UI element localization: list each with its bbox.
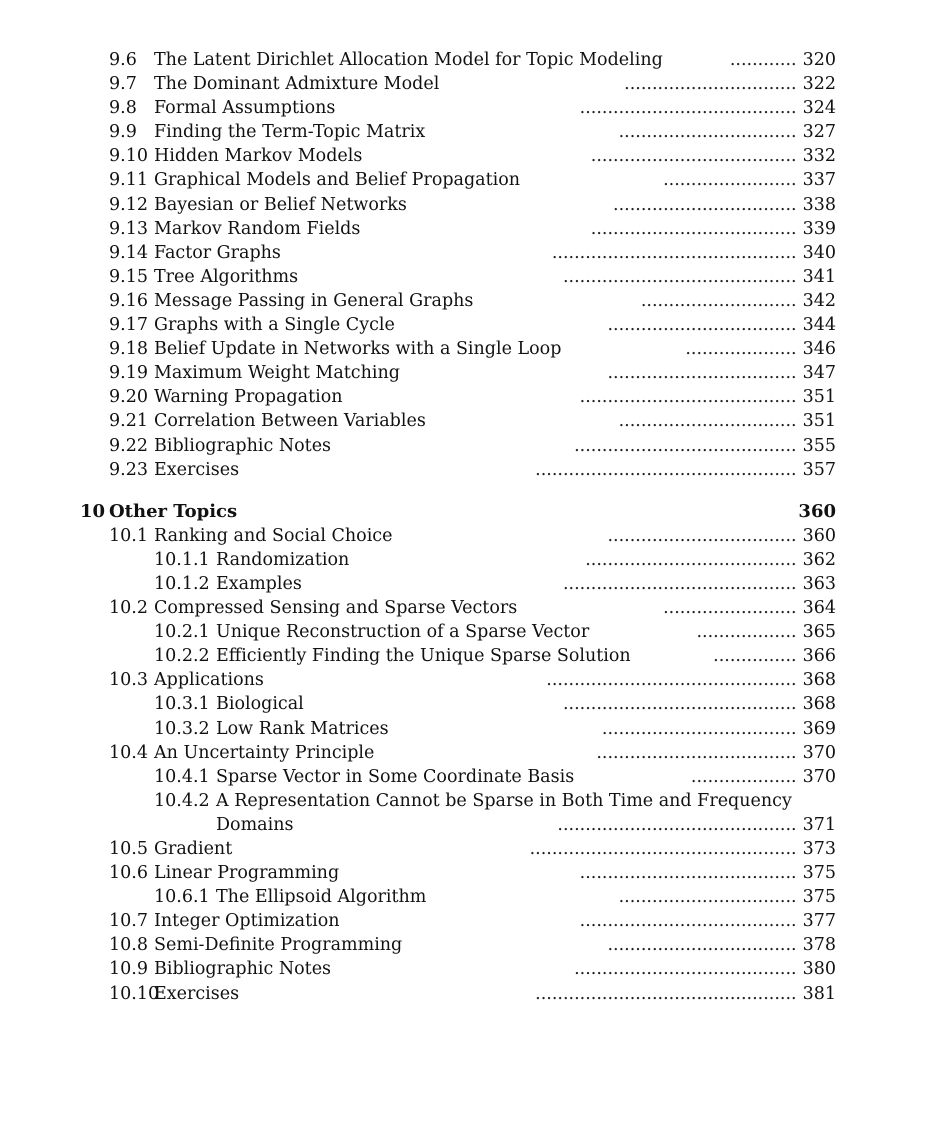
toc-entry-title: Low Rank Matrices (216, 718, 389, 739)
toc-entry-number: 10.7 (109, 911, 148, 932)
toc-entry-number: 9.16 (109, 290, 148, 311)
toc-entry-title: Integer Optimization (154, 911, 340, 932)
toc-entry[interactable] (0, 933, 946, 957)
toc-entry-number: 9.18 (109, 339, 148, 360)
toc-entry-number: 10.2.2 (154, 646, 210, 667)
toc-entry-page: 378 (802, 935, 836, 956)
toc-entry[interactable] (0, 241, 946, 265)
dot-leader: ............................ (640, 290, 797, 311)
dot-leader: ................................ (618, 122, 797, 143)
toc-entry[interactable] (0, 313, 946, 337)
toc-entry[interactable] (0, 72, 946, 96)
toc-entry-title: Biological (216, 694, 304, 715)
toc-entry[interactable] (0, 572, 946, 596)
dot-leader: ............... (713, 646, 797, 667)
toc-entry-number: 10.4.2 (154, 790, 210, 811)
dot-leader: ............ (729, 50, 797, 70)
toc-entry-title: Other Topics (109, 500, 238, 522)
toc-entry-title: Factor Graphs (154, 242, 281, 263)
toc-entry-number: 10.2 (109, 598, 148, 619)
dot-leader: ....................................... (579, 387, 797, 408)
dot-leader: .......................................... (562, 694, 797, 715)
toc-entry-title: Compressed Sensing and Sparse Vectors (154, 598, 518, 619)
dot-leader: ............................................... (535, 459, 797, 480)
toc-entry-number: 10.3.2 (154, 718, 210, 739)
toc-entry-number: 10.10 (109, 983, 160, 1004)
toc-entry[interactable] (0, 265, 946, 289)
toc-entry-title: Exercises (154, 459, 240, 480)
dot-leader: .......................................... (562, 573, 797, 594)
toc-entry[interactable] (0, 289, 946, 313)
toc-entry[interactable] (0, 837, 946, 861)
toc-entry-title: Hidden Markov Models (154, 146, 363, 167)
dot-leader: ........................ (663, 598, 797, 619)
toc-entry-number: 9.15 (109, 266, 148, 287)
dot-leader: ................... (690, 766, 797, 787)
toc-entry[interactable] (0, 885, 946, 909)
toc-entry-page: 355 (802, 435, 836, 456)
toc-entry-number: 9.23 (109, 459, 148, 480)
toc-entry[interactable] (0, 765, 946, 789)
toc-entry-number: 10.5 (109, 839, 148, 859)
dot-leader: ............................................... (535, 983, 797, 1004)
dot-leader: ...................................... (585, 549, 797, 570)
toc-entry[interactable] (0, 96, 946, 120)
toc-entry[interactable] (0, 144, 946, 168)
toc-entry-number: 10.3 (109, 670, 148, 691)
dot-leader: .................................... (596, 742, 797, 763)
toc-entry-page: 370 (802, 742, 836, 763)
toc-entry-number: 10.4 (109, 742, 148, 763)
toc-entry-number: 10.9 (109, 959, 148, 980)
toc-entry-number: 9.22 (109, 435, 148, 456)
toc-entry-page: 327 (802, 122, 836, 143)
toc-entry-page: 363 (802, 573, 836, 594)
dot-leader: ........................ (663, 170, 797, 191)
toc-entry-page: 360 (802, 525, 836, 546)
toc-entry[interactable] (0, 385, 946, 409)
toc-entry[interactable] (0, 861, 946, 885)
toc-entry-page: 324 (802, 98, 836, 119)
toc-entry-title: Formal Assumptions (154, 98, 336, 119)
toc-entry-title: The Ellipsoid Algorithm (216, 887, 427, 908)
toc-entry-page: 332 (802, 146, 836, 167)
dot-leader: ............................................ (551, 242, 797, 263)
toc-entry-title: Applications (154, 670, 264, 691)
toc-chapter-entry[interactable] (0, 500, 946, 524)
toc-entry-page: 357 (802, 459, 836, 480)
toc-entry-number: 9.7 (109, 74, 137, 95)
toc-entry-page: 351 (802, 387, 836, 408)
toc-entry[interactable] (0, 168, 946, 192)
toc-entry-number: 9.9 (109, 122, 137, 143)
toc-entry[interactable] (0, 409, 946, 433)
toc-entry[interactable] (0, 120, 946, 144)
toc-entry-number: 10.6.1 (154, 887, 210, 908)
toc-entry-page: 340 (802, 242, 836, 263)
dot-leader: ..................................... (590, 146, 797, 167)
dot-leader: ................................ (618, 887, 797, 908)
toc-entry[interactable] (0, 458, 946, 482)
toc-entry-number: 10.3.1 (154, 694, 210, 715)
toc-entry-number: 10.6 (109, 863, 148, 884)
toc-entry[interactable] (0, 596, 946, 620)
dot-leader: .................. (696, 622, 797, 643)
toc-entry-number: 9.8 (109, 98, 137, 119)
toc-entry-title: The Latent Dirichlet Allocation Model for Topic Modeling (154, 50, 663, 70)
toc-entry-title: An Uncertainty Principle (154, 742, 375, 763)
dot-leader: ................................. (613, 194, 797, 215)
toc-entry[interactable] (0, 193, 946, 217)
toc-entry-number: 9.10 (109, 146, 148, 167)
toc-entry-number: 9.12 (109, 194, 148, 215)
toc-entry-page: 381 (802, 983, 836, 1004)
toc-entry[interactable] (0, 620, 946, 644)
toc-entry-title: Message Passing in General Graphs (154, 290, 474, 311)
toc-entry-number: 10.1 (109, 525, 148, 546)
toc-entry-title: Tree Algorithms (154, 266, 299, 287)
dot-leader: ................................ (618, 411, 797, 432)
toc-entry-title: Gradient (154, 839, 233, 859)
toc-entry-title: Bibliographic Notes (154, 959, 332, 980)
toc-entry-number: 9.13 (109, 218, 148, 239)
dot-leader: ................................................ (529, 839, 797, 859)
toc-entry-page: 338 (802, 194, 836, 215)
toc-entry-page: 320 (802, 50, 836, 70)
toc-entry-title: Bayesian or Belief Networks (154, 194, 407, 215)
toc-entry-number: 9.14 (109, 242, 148, 263)
toc-entry-page: 375 (802, 887, 836, 908)
toc-entry-title: Belief Update in Networks with a Single Loop (154, 339, 562, 360)
toc-entry-title: Maximum Weight Matching (154, 363, 400, 384)
toc-entry-page: 351 (802, 411, 836, 432)
toc-entry-page: 364 (802, 598, 836, 619)
dot-leader: ....................................... (579, 863, 797, 884)
dot-leader: .................................. (607, 525, 797, 546)
dot-leader: .......................................... (562, 266, 797, 287)
toc-entry[interactable] (0, 668, 946, 692)
toc-entry-title: Semi-Definite Programming (154, 935, 403, 956)
toc-entry-number: 10.2.1 (154, 622, 210, 643)
toc-entry-title: Markov Random Fields (154, 218, 361, 239)
dot-leader: .................................. (607, 935, 797, 956)
toc-entry-number: 9.11 (109, 170, 148, 191)
toc-entry-number: 9.17 (109, 315, 148, 336)
toc-entry-page: 370 (802, 766, 836, 787)
toc-entry-page: 341 (802, 266, 836, 287)
toc-entry-title: A Representation Cannot be Sparse in Both Time and Frequency (216, 790, 792, 811)
toc-entry-title: Warning Propagation (154, 387, 343, 408)
toc-entry-title: Graphical Models and Belief Propagation (154, 170, 521, 191)
toc-entry-page: 377 (802, 911, 836, 932)
toc-entry-page: 344 (802, 315, 836, 336)
toc-entry[interactable] (0, 524, 946, 548)
toc-entry-page: 373 (802, 839, 836, 859)
toc-entry-title: Sparse Vector in Some Coordinate Basis (216, 766, 575, 787)
toc-entry-page: 347 (802, 363, 836, 384)
dot-leader: ................................... (601, 718, 797, 739)
toc-entry[interactable] (0, 337, 946, 361)
toc-entry-title: Linear Programming (154, 863, 340, 884)
toc-entry[interactable] (0, 434, 946, 458)
toc-entry-page: 366 (802, 646, 836, 667)
toc-entry[interactable] (0, 548, 946, 572)
dot-leader: ........................................... (557, 814, 797, 835)
toc-entry-page: 346 (802, 339, 836, 360)
toc-entry[interactable] (0, 48, 946, 72)
dot-leader: ........................................ (574, 435, 797, 456)
dot-leader: ..................................... (590, 218, 797, 239)
toc-entry-page: 365 (802, 622, 836, 643)
table-of-contents (0, 48, 946, 1006)
toc-entry-number: 10.1.2 (154, 573, 210, 594)
toc-entry[interactable] (0, 692, 946, 716)
toc-entry-page: 362 (802, 549, 836, 570)
dot-leader: .................................. (607, 363, 797, 384)
toc-entry-page: 371 (802, 814, 836, 835)
toc-entry[interactable] (0, 361, 946, 385)
toc-entry-page: 342 (802, 290, 836, 311)
dot-leader: ....................................... (579, 911, 797, 932)
toc-entry-page: 337 (802, 170, 836, 191)
toc-entry[interactable] (0, 789, 946, 813)
dot-leader: ............................... (624, 74, 797, 95)
toc-entry[interactable] (0, 741, 946, 765)
toc-entry-title: Exercises (154, 983, 240, 1004)
toc-entry-number: 10 (80, 500, 106, 522)
toc-entry-page: 380 (802, 959, 836, 980)
toc-entry-title: Efficiently Finding the Unique Sparse Solution (216, 646, 631, 667)
dot-leader: ........................................ (574, 959, 797, 980)
toc-entry-page: 368 (802, 694, 836, 715)
toc-entry-title: Examples (216, 573, 302, 594)
toc-entry-continuation[interactable] (0, 813, 946, 837)
toc-entry-title: Unique Reconstruction of a Sparse Vector (216, 622, 590, 643)
toc-entry-title: Bibliographic Notes (154, 435, 332, 456)
toc-entry-page: 322 (802, 74, 836, 95)
dot-leader: .................... (685, 339, 797, 360)
toc-entry-title: Graphs with a Single Cycle (154, 315, 395, 336)
toc-entry-title: Randomization (216, 549, 350, 570)
toc-entry[interactable] (0, 717, 946, 741)
toc-entry[interactable] (0, 909, 946, 933)
toc-entry-title: Ranking and Social Choice (154, 525, 393, 546)
toc-entry-number: 10.8 (109, 935, 148, 956)
toc-entry-number: 9.21 (109, 411, 148, 432)
toc-entry-number: 10.1.1 (154, 549, 210, 570)
toc-entry[interactable] (0, 217, 946, 241)
toc-entry-number: 9.6 (109, 50, 137, 70)
toc-entry-number: 9.19 (109, 363, 148, 384)
toc-entry[interactable] (0, 644, 946, 668)
toc-entry-title: Finding the Term-Topic Matrix (154, 122, 426, 143)
toc-entry-title: Domains (216, 814, 294, 835)
dot-leader: ............................................. (546, 670, 797, 691)
dot-leader: ....................................... (579, 98, 797, 119)
toc-entry-page: 368 (802, 670, 836, 691)
toc-entry-page: 369 (802, 718, 836, 739)
toc-entry-number: 10.4.1 (154, 766, 210, 787)
toc-entry-number: 9.20 (109, 387, 148, 408)
toc-entry-title: The Dominant Admixture Model (154, 74, 440, 95)
toc-entry[interactable] (0, 982, 946, 1006)
dot-leader: .................................. (607, 315, 797, 336)
toc-entry-page: 375 (802, 863, 836, 884)
toc-entry[interactable] (0, 957, 946, 981)
toc-entry-page: 360 (798, 500, 836, 522)
toc-entry-page: 339 (802, 218, 836, 239)
toc-entry-title: Correlation Between Variables (154, 411, 426, 432)
